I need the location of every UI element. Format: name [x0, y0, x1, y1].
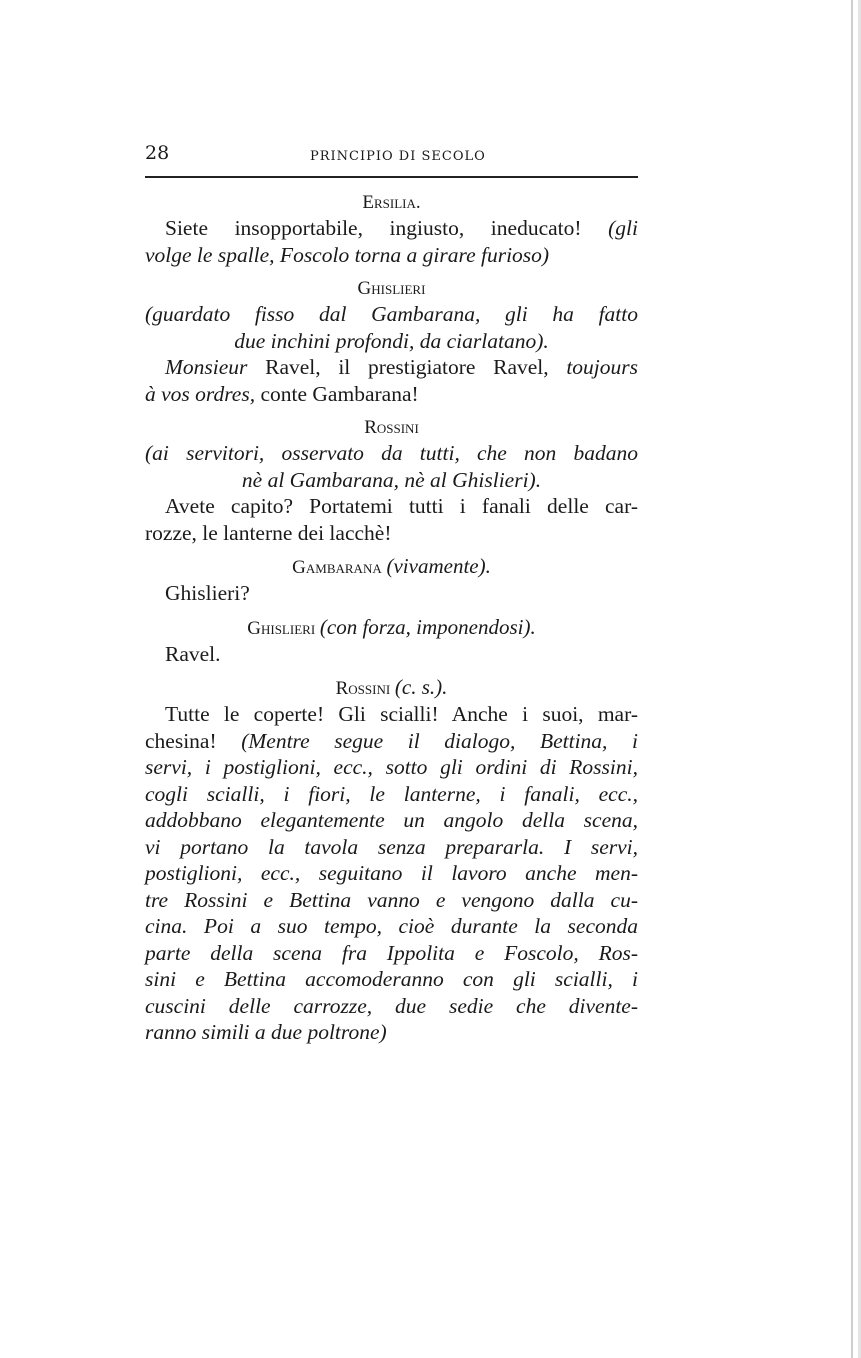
- stage-direction-line: (ai servitori, osservato da tutti, che non badano: [145, 441, 638, 465]
- foreign-word: toujours: [566, 355, 638, 379]
- text-line: [145, 381, 638, 408]
- stage-direction: (con forza, imponendosi).: [319, 614, 536, 639]
- text-line: rozze, le lanterne dei lacchè!: [145, 520, 392, 545]
- speaker-rossini: Rossini: [364, 417, 419, 438]
- text-line: [145, 215, 638, 242]
- text-line: [145, 354, 638, 381]
- stage-direction-line: vi portano la tavola senza prepararla. I servi,: [145, 834, 638, 859]
- text-line: [145, 728, 638, 755]
- line-text: Ravel, il prestigiatore Ravel,: [247, 355, 567, 379]
- stage-direction-line: sini e Bettina accomoderanno con gli scialli, i: [145, 967, 638, 991]
- stage-direction: (Mentre segue il dialogo, Bettina, i: [241, 728, 638, 753]
- stage-direction-line: parte della scena fra Ippolita e Foscolo, Ros-: [145, 940, 638, 965]
- stage-direction-line: servi, i postiglioni, ecc., sotto gli ordini di Rossini,: [145, 755, 638, 779]
- speaker-ghislieri: [145, 615, 638, 641]
- running-head: PRINCIPIO DI SECOLO: [310, 149, 486, 164]
- foreign-word: Monsieur: [165, 355, 248, 379]
- line-text: chesina!: [145, 728, 242, 753]
- page-number: 28: [145, 142, 170, 164]
- stage-direction-line: (guardato fisso dal Gambarana, gli ha fatto: [145, 302, 638, 326]
- line-text: Siete insopportabile, ingiusto, ineducato!: [165, 216, 609, 240]
- text-line: Tutte le coperte! Gli scialli! Anche i suoi, mar-: [165, 702, 638, 726]
- stage-direction-line: cina. Poi a suo tempo, cioè durante la seconda: [145, 914, 638, 938]
- stage-direction-line: tre Rossini e Bettina vanno e vengono dalla cu-: [145, 887, 638, 912]
- speaker-gambarana: [145, 554, 638, 580]
- page-edge: [851, 0, 853, 1358]
- speaker-rossini: [145, 675, 638, 701]
- header-rule: [145, 176, 638, 178]
- stage-direction-line: postiglioni, ecc., seguitano il lavoro anche men-: [145, 861, 638, 885]
- text-line: Ghislieri?: [165, 581, 250, 605]
- line-text: conte Gambarana!: [255, 381, 419, 406]
- speaker-name: Rossini: [335, 678, 395, 699]
- text-line: Avete capito? Portatemi tutti i fanali delle car-: [165, 494, 638, 518]
- stage-direction: (c. s.).: [394, 675, 448, 699]
- stage-direction-line: addobbano elegantemente un angolo della scena,: [145, 808, 638, 832]
- speaker-name: Gambarana: [292, 557, 387, 578]
- speaker-ghislieri: Ghislieri: [357, 278, 426, 299]
- page-body: [145, 190, 638, 1046]
- stage-direction-line: ranno simili a due poltrone): [145, 1020, 387, 1044]
- stage-direction: (gli: [608, 216, 638, 240]
- stage-direction-line: cogli scialli, i fiori, le lanterne, i fanali, ecc.,: [145, 781, 638, 806]
- stage-direction-line: nè al Gambarana, nè al Ghislieri).: [241, 467, 542, 492]
- stage-direction: (vivamente).: [386, 554, 491, 578]
- foreign-phrase: à vos ordres,: [145, 381, 256, 406]
- stage-direction-line: due inchini profondi, da ciarlatano).: [234, 328, 549, 353]
- stage-direction-line: cuscini delle carrozze, due sedie che divente-: [145, 993, 638, 1018]
- stage-direction-line: volge le spalle, Foscolo torna a girare furioso): [145, 242, 550, 267]
- text-line: Ravel.: [165, 641, 221, 666]
- speaker-ersilia: Ersilia.: [362, 192, 421, 213]
- speaker-name: Ghislieri: [247, 617, 320, 639]
